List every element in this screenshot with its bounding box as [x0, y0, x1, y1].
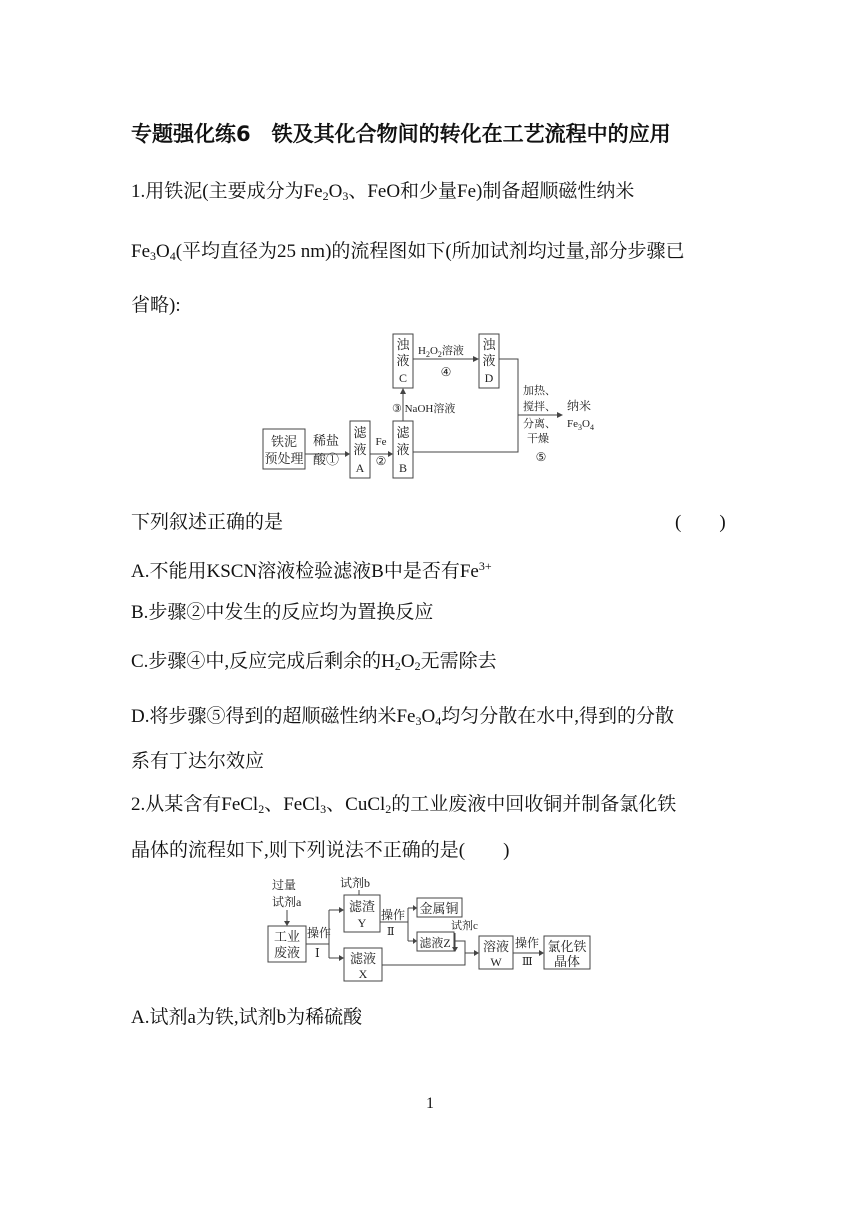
step4-reagent: $H_2O_2$溶液	[418, 345, 464, 359]
product-l2: $Fe_3O_4$	[567, 418, 594, 432]
arrow-step1-head	[345, 451, 350, 457]
q1-line2: $Fe_3O_4$(平均直径为25 nm)的流程图如下(所加试剂均过量,部分步骤已	[131, 241, 685, 263]
arrow-step3-head	[400, 388, 406, 394]
flowchart-1	[255, 330, 635, 482]
box-iron-mud-l2: 预处理	[264, 451, 304, 466]
step5-l4: 干燥	[527, 433, 549, 445]
step2-label-l1: Fe	[375, 436, 387, 448]
box-copper-label: 金属铜	[419, 901, 459, 916]
page-number: 1	[426, 1095, 434, 1112]
q2-option-a: A.试剂a为铁,试剂b为稀硫酸	[131, 1007, 363, 1028]
op3-l2: Ⅲ	[522, 956, 533, 968]
flowchart-2	[263, 873, 593, 983]
box-Y-l1: 滤渣	[348, 899, 376, 914]
reagent-b: 试剂b	[340, 876, 371, 890]
arrow-step2-head	[388, 451, 393, 457]
product-l1: 纳米	[567, 399, 592, 413]
box-C-l3: C	[398, 371, 408, 385]
step4-number: ④	[440, 365, 452, 379]
reagent-a-l2: 试剂a	[272, 895, 302, 909]
q1-option-a: A.不能用KSCN溶液检验滤液B中是否有$Fe^{3+}$	[131, 559, 492, 582]
box-D-l2: 液	[482, 353, 496, 368]
op2-l1: 操作	[381, 908, 406, 922]
box-W-l2: W	[490, 955, 502, 969]
box-W-l1: 溶液	[482, 939, 510, 954]
op1-l1: 操作	[307, 926, 332, 940]
arrow-step5-head	[557, 412, 563, 418]
box-D-l3: D	[484, 371, 494, 385]
q1-line1: 1.用铁泥(主要成分为$Fe_2O_3$、FeO和少量Fe)制备超顺磁性纳米	[131, 181, 635, 203]
box-C-l1: 浊	[396, 337, 410, 352]
box-B-l2: 液	[396, 442, 410, 457]
connector-X-W	[382, 953, 465, 965]
step3-label: ③ NaOH溶液	[392, 403, 456, 415]
box-C-l2: 液	[396, 353, 410, 368]
box-X-l2: X	[358, 967, 368, 981]
box-A-l3: A	[355, 461, 365, 475]
q1-option-d-line1: D.将步骤⑤得到的超顺磁性纳米$Fe_3O_4$均匀分散在水中,得到的分散	[131, 706, 674, 728]
reagent-c: 试剂c	[451, 920, 478, 932]
q1-stem: 下列叙述正确的是	[131, 512, 284, 533]
arrow-reagent-a-head	[284, 921, 290, 926]
box-waste-l2: 废液	[273, 945, 301, 960]
box-Z-label: 滤液Z	[419, 936, 451, 950]
op1-l2: Ⅰ	[315, 946, 320, 960]
box-D-l1: 浊	[482, 337, 496, 352]
box-product-l1: 氯化铁	[547, 939, 587, 954]
box-Y-l2: Y	[357, 916, 367, 930]
step5-l3: 分离、	[523, 418, 556, 430]
box-B-l3: B	[398, 461, 408, 475]
q1-option-b: B.步骤②中发生的反应均为置换反应	[131, 602, 434, 623]
op2-l2: Ⅱ	[387, 926, 395, 938]
q1-option-d-line2: 系有丁达尔效应	[131, 751, 265, 772]
step5-l1: 加热、	[523, 385, 556, 397]
box-A-l2: 液	[353, 442, 367, 457]
arrow-step4-head	[473, 356, 479, 362]
box-iron-mud-l1: 铁泥	[270, 434, 298, 449]
q1-option-c: C.步骤④中,反应完成后剩余的$H_2O_2$无需除去	[131, 651, 497, 673]
page-title: 专题强化练6 铁及其化合物间的转化在工艺流程中的应用	[131, 122, 671, 146]
q1-line3: 省略):	[131, 295, 181, 316]
reagent-a-l1: 过量	[272, 878, 297, 892]
step5-number: ⑤	[535, 450, 547, 464]
step1-label-l2: 酸①	[312, 452, 340, 467]
q2-line1: 2.从某含有FeCl$_2$、FeCl$_3$、CuCl$_2$的工业废液中回收铜并制备氯化铁	[131, 794, 677, 816]
q2-line2: 晶体的流程如下,则下列说法不正确的是( )	[131, 840, 510, 861]
step5-l2: 搅拌、	[523, 401, 556, 413]
step1-label-l1: 稀盐	[312, 433, 340, 448]
q1-answer-paren: ( )	[675, 512, 726, 533]
step2-label-l2: ②	[375, 454, 387, 468]
box-B-l1: 滤	[396, 425, 410, 440]
box-product-l2: 晶体	[553, 954, 581, 969]
box-X-l1: 滤液	[349, 951, 377, 966]
box-A-l1: 滤	[353, 425, 367, 440]
box-waste-l1: 工业	[273, 929, 301, 944]
op3-l1: 操作	[515, 936, 540, 950]
